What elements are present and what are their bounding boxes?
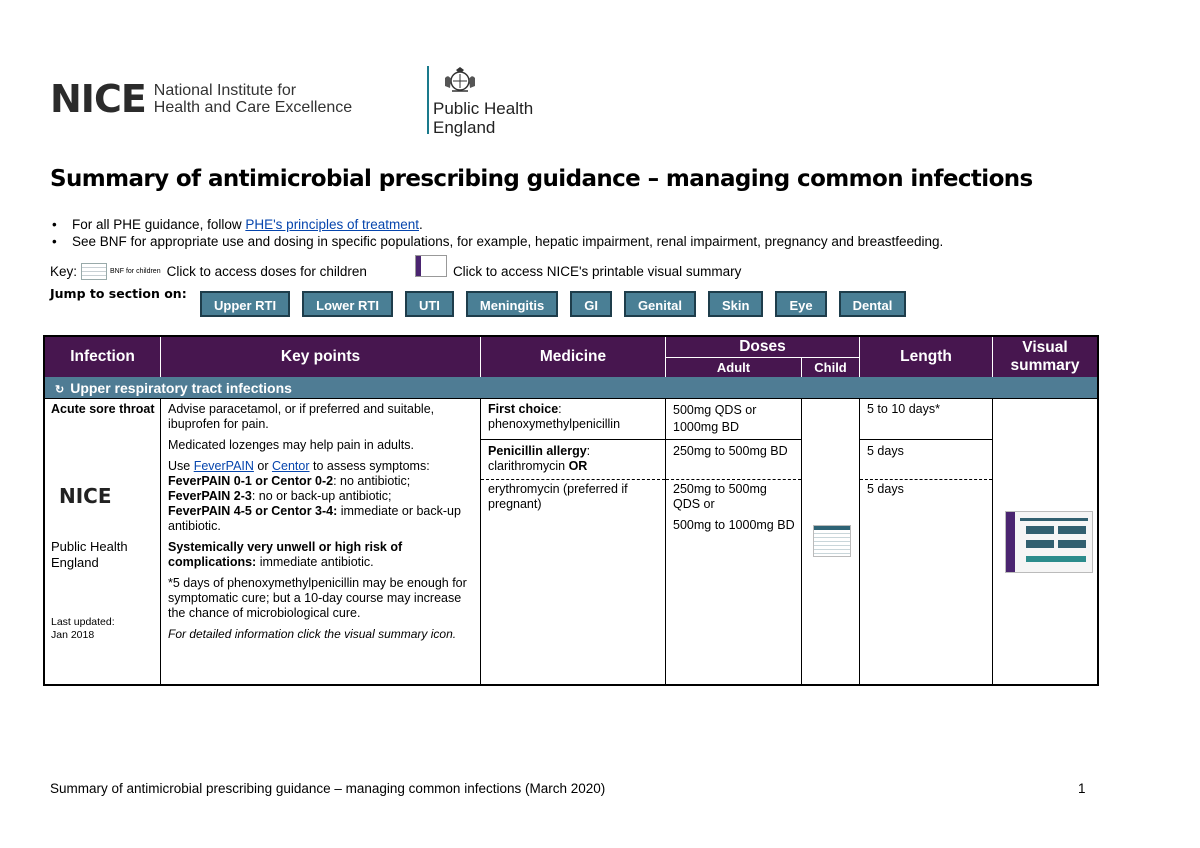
phe-logo-text: Public Health England bbox=[433, 99, 534, 137]
page-title: Summary of antimicrobial prescribing guidance – managing common infections bbox=[50, 166, 1033, 192]
prescribing-table bbox=[43, 335, 1099, 686]
bullet-bnf: • See BNF for appropriate use and dosing in specific populations, for example, hepatic impairment, renal impairment, pregnancy and breastfeeding. bbox=[50, 233, 943, 250]
header-adult: Adult bbox=[666, 358, 802, 377]
kp-visual-note: For detailed information click the visual summary icon. bbox=[168, 627, 457, 641]
length-clarithromycin: 5 days bbox=[867, 444, 904, 458]
bnf-children-link-icon[interactable] bbox=[813, 525, 851, 557]
jump-label: Jump to section on: bbox=[50, 286, 187, 301]
phe-logo bbox=[433, 66, 533, 137]
section-toggle-icon: ↻ bbox=[55, 384, 65, 396]
dose-first-choice: 500mg QDS or 1000mg BD bbox=[673, 403, 757, 434]
kp-unwell: Systemically very unwell or high risk of complications: immediate antibiotic. bbox=[168, 540, 403, 569]
infection-phe-mark: Public Health England bbox=[51, 539, 128, 570]
phe-logo-divider bbox=[427, 66, 429, 134]
medicine-penicillin-allergy: Penicillin allergy: clarithromycin OR bbox=[488, 444, 591, 473]
jump-skin-button[interactable]: Skin bbox=[708, 291, 763, 317]
kp-score-mid: FeverPAIN 2-3: no or back-up antibiotic; bbox=[168, 489, 392, 503]
jump-lower-rti-button[interactable]: Lower RTI bbox=[302, 291, 393, 317]
key-label: Key: bbox=[50, 263, 78, 279]
jump-gi-button[interactable]: GI bbox=[570, 291, 612, 317]
kp-lozenges: Medicated lozenges may help pain in adults. bbox=[168, 438, 414, 452]
header-doses: Doses bbox=[666, 337, 860, 358]
jump-uti-button[interactable]: UTI bbox=[405, 291, 454, 317]
header-infection: Infection bbox=[45, 337, 161, 377]
section-label: Upper respiratory tract infections bbox=[70, 380, 292, 396]
key-points-cell bbox=[168, 402, 476, 648]
key-visual-text: Click to access NICE's printable visual summary bbox=[452, 263, 742, 279]
kp-duration-note: *5 days of phenoxymethylpenicillin may be enough for symptomatic cure; but a 10-day course may increase the chance of microbiological cure. bbox=[168, 576, 467, 620]
visual-summary-thumbnail-icon[interactable] bbox=[1005, 511, 1093, 573]
jump-dental-button[interactable]: Dental bbox=[839, 291, 907, 317]
kp-score-high: FeverPAIN 4-5 or Centor 3-4: immediate or back-up antibiotic. bbox=[168, 504, 461, 533]
section-upper-rti[interactable] bbox=[45, 377, 1097, 399]
bullet-phe-guidance: • For all PHE guidance, follow PHE's principles of treatment. bbox=[50, 216, 943, 233]
jump-buttons bbox=[200, 291, 918, 317]
dose-erythromycin: 250mg to 500mg QDS or 500mg to 1000mg BD bbox=[673, 482, 795, 532]
centor-link[interactable]: Centor bbox=[271, 459, 310, 473]
dose-clarithromycin: 250mg to 500mg BD bbox=[673, 444, 788, 458]
jump-meningitis-button[interactable]: Meningitis bbox=[466, 291, 558, 317]
page-footer: Summary of antimicrobial prescribing guidance – managing common infections (March 2020) bbox=[50, 781, 606, 796]
kp-score-low: FeverPAIN 0-1 or Centor 0-2: no antibiotic; bbox=[168, 474, 411, 488]
medicine-first-choice: First choice: phenoxymethylpenicillin bbox=[488, 402, 621, 431]
jump-genital-button[interactable]: Genital bbox=[624, 291, 696, 317]
visual-summary-icon bbox=[415, 255, 447, 277]
header-length: Length bbox=[860, 337, 993, 377]
key-children-text: Click to access doses for children bbox=[166, 263, 367, 279]
phe-principles-link[interactable]: PHE's principles of treatment bbox=[245, 217, 419, 232]
header-medicine: Medicine bbox=[481, 337, 666, 377]
page-number: 1 bbox=[1078, 781, 1086, 796]
length-first-choice: 5 to 10 days* bbox=[867, 402, 940, 416]
feverpain-link[interactable]: FeverPAIN bbox=[193, 459, 254, 473]
length-erythromycin: 5 days bbox=[867, 482, 904, 496]
royal-crest-icon bbox=[439, 66, 481, 94]
medicine-erythromycin: erythromycin (preferred if pregnant) bbox=[488, 482, 628, 511]
kp-assess: Use FeverPAIN or Centor to assess symptoms: bbox=[168, 459, 430, 473]
key-legend bbox=[50, 260, 741, 282]
header-key-points: Key points bbox=[161, 337, 481, 377]
infection-nice-mark: NICE bbox=[59, 484, 112, 508]
infection-name: Acute sore throat bbox=[51, 402, 155, 416]
last-updated: Last updated: Jan 2018 bbox=[51, 616, 115, 641]
header-visual-summary: Visual summary bbox=[993, 337, 1097, 377]
jump-upper-rti-button[interactable]: Upper RTI bbox=[200, 291, 290, 317]
header-child: Child bbox=[802, 358, 860, 377]
bnf-children-icon: BNF for children bbox=[81, 263, 161, 280]
nice-logo-subtitle: National Institute for Health and Care Excellence bbox=[153, 82, 353, 116]
nice-logo-word: NICE bbox=[50, 77, 146, 121]
nice-logo bbox=[50, 77, 353, 121]
kp-pain-advice: Advise paracetamol, or if preferred and suitable, ibuprofen for pain. bbox=[168, 402, 435, 431]
jump-eye-button[interactable]: Eye bbox=[775, 291, 826, 317]
guidance-bullets bbox=[50, 216, 943, 250]
